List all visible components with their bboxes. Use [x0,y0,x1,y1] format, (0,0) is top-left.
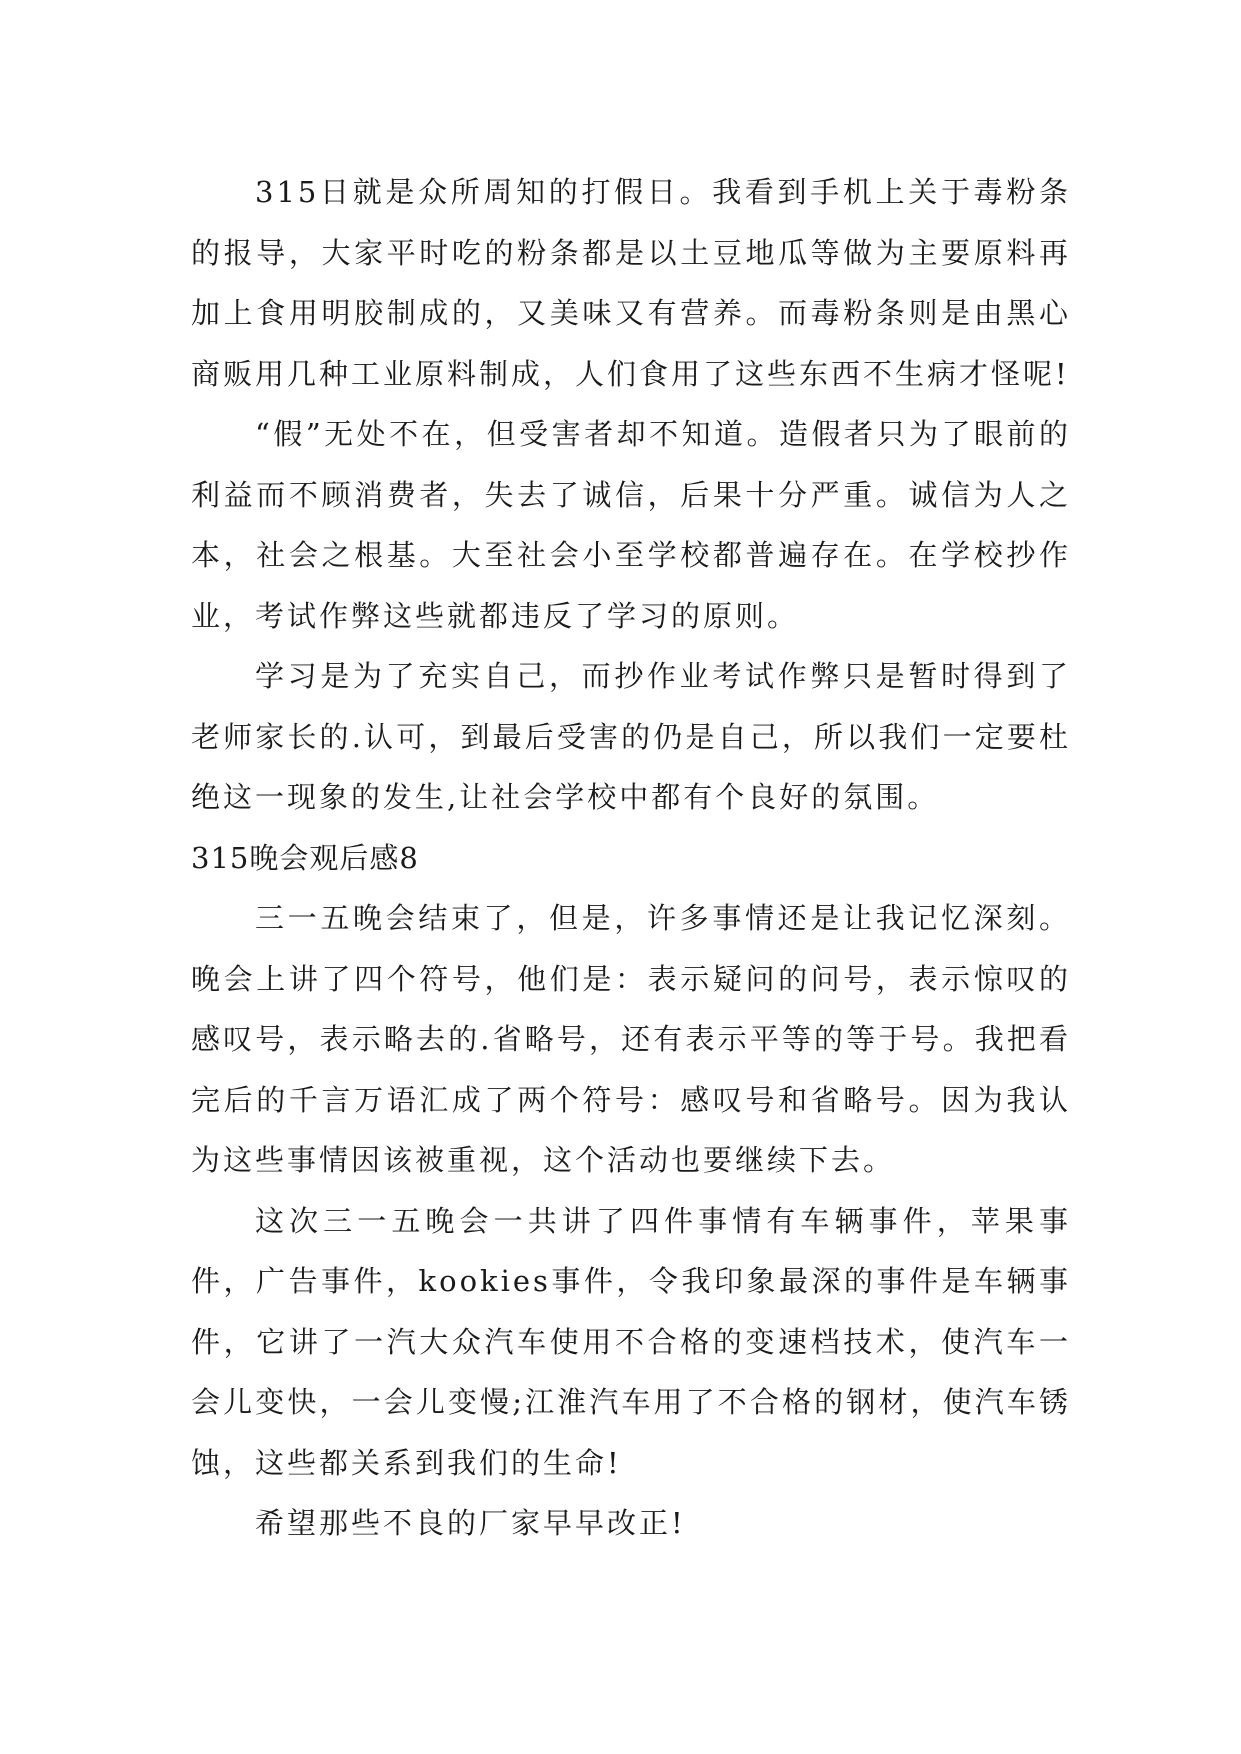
paragraph-3: 学习是为了充实自己，而抄作业考试作弊只是暂时得到了老师家长的.认可，到最后受害的仍是自己，所以我们一定要杜绝这一现象的发生,让社会学校中都有个良好的氛围。 [191,659,1071,814]
document-body [191,162,1071,1554]
paragraph-1: 315日就是众所周知的打假日。我看到手机上关于毒粉条的报导，大家平时吃的粉条都是以土豆地瓜等做为主要原料再加上食用明胶制成的，又美味又有营养。而毒粉条则是由黑心商贩用几种工业原料制成，人们食用了这些东西不生病才怪呢! [191,175,1071,391]
section-title: 315晚会观后感8 [191,840,419,875]
paragraph-4: 三一五晚会结束了，但是，许多事情还是让我记忆深刻。晚会上讲了四个符号，他们是：表示疑问的问号，表示惊叹的感叹号，表示略去的.省略号，还有表示平等的等于号。我把看完后的千言万语汇成了两个符号：感叹号和省略号。因为我认为这些事情因该被重视，这个活动也要继续下去。 [191,901,1071,1177]
paragraph-6: 希望那些不良的厂家早早改正! [255,1506,686,1540]
paragraph-2: “假”无处不在，但受害者却不知道。造假者只为了眼前的利益而不顾消费者，失去了诚信，后果十分严重。诚信为人之本，社会之根基。大至社会小至学校都普遍存在。在学校抄作业，考试作弊这些就都违反了学习的原则。 [191,417,1071,633]
paragraph-5: 这次三一五晚会一共讲了四件事情有车辆事件，苹果事件，广告事件，kookies事件，令我印象最深的事件是车辆事件，它讲了一汽大众汽车使用不合格的变速档技术，使汽车一会儿变快，一会儿变慢;江淮汽车用了不合格的钢材，使汽车锈蚀，这些都关系到我们的生命! [191,1203,1071,1480]
